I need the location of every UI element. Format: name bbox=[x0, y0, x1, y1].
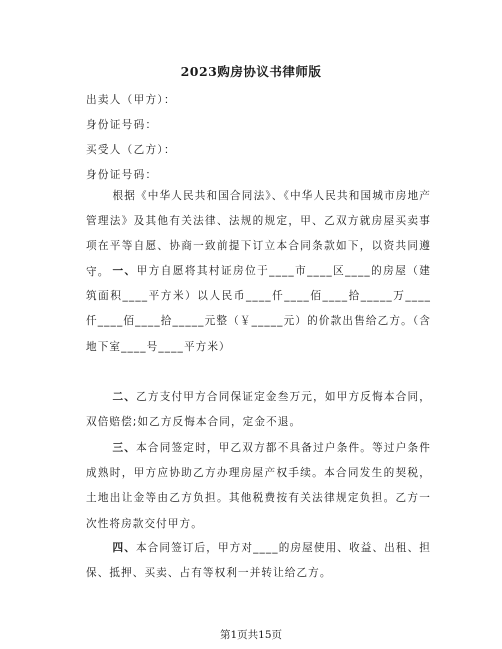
clause-4-paragraph bbox=[86, 536, 431, 586]
seller-id-label: 身份证号码： bbox=[86, 119, 158, 131]
clause-2-text: 乙方支付甲方合同保证定金叁万元，如甲方反悔本合同，双倍赔偿;如乙方反悔本合同，定金不退。 bbox=[86, 391, 432, 429]
clause-1-paragraph bbox=[86, 259, 431, 360]
clause-2-number: 二、 bbox=[112, 391, 137, 403]
clause-2-paragraph bbox=[86, 385, 431, 435]
clause-3-number: 三、 bbox=[112, 442, 137, 454]
buyer-id-label: 身份证号码： bbox=[86, 169, 158, 181]
clause-3-text: 本合同签定时，甲乙双方都不具备过户条件。等过户条件成熟时，甲方应协助乙方办理房屋产权手续。本合同发生的契税，土地出让金等由乙方负担。其他税费按有关法律规定负担。乙方一次性将房款交付甲方。 bbox=[86, 442, 432, 530]
clause-4-number: 四、 bbox=[112, 542, 136, 554]
preamble-paragraph: 根据《中华人民共和国合同法》、《中华人民共和国城市房地产管理法》及其他有关法律、法规的规定，甲、乙双方就房屋买卖事项在平等自愿、协商一致前提下订立本合同条款如下，以资共同遵守。 bbox=[86, 190, 431, 278]
document-title: 2023购房协议书律师版 bbox=[180, 64, 322, 79]
clause-4-text: 本合同签订后，甲方对____的房屋使用、收益、出租、担保、抵押、买卖、占有等权利一并转让给乙方。 bbox=[86, 542, 431, 580]
clause-1-number: 一、 bbox=[112, 265, 137, 277]
page-footer: 第1页共15页 bbox=[219, 629, 283, 641]
buyer-label: 买受人（乙方）： bbox=[86, 144, 176, 156]
seller-label: 出卖人（甲方）： bbox=[86, 94, 176, 106]
clause-1-text: 甲方自愿将其村证房位于____市____区____的房屋（建筑面积____平方米）以人民币____仟____佰____拾_____万____仟____佰____拾_____元整（￥_____元）的价款出售给乙方。（含地下室____号____平方米） bbox=[86, 265, 432, 353]
clause-3-paragraph bbox=[86, 436, 431, 537]
